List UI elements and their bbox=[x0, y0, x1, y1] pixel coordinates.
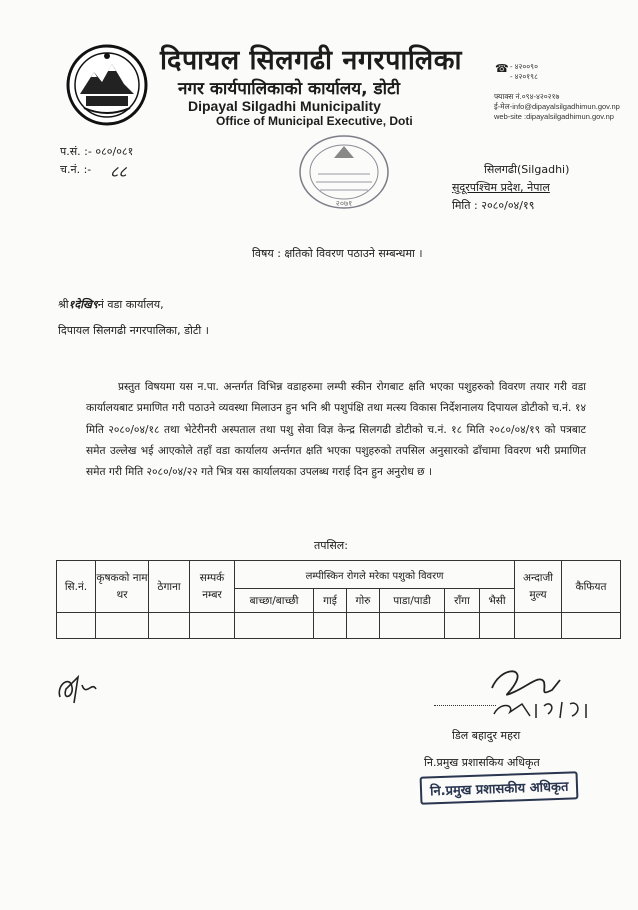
fax-number: फ्याक्स नं.०९४-४२०२१७ bbox=[494, 92, 560, 101]
letter-date: मिति : २०८०/०४/१९ bbox=[452, 199, 535, 212]
recipient-suffix: नं वडा कार्यालय, bbox=[97, 298, 164, 311]
reference-ps: प.सं. :- ०८०/०८१ bbox=[60, 145, 134, 158]
recipient-line-2: दिपायल सिलगढी नगरपालिका, डोटी । bbox=[58, 324, 209, 337]
col-remarks: कैफियत bbox=[562, 561, 621, 613]
table-cell bbox=[190, 613, 235, 639]
municipality-name-nepali: दिपायल सिलगढी नगरपालिका bbox=[160, 45, 462, 76]
livestock-loss-table bbox=[56, 560, 621, 639]
subject-line: विषय : क्षतिको विवरण पठाउने सम्बन्धमा । bbox=[252, 247, 423, 260]
phone-number-1: - ४२००९० bbox=[510, 62, 538, 71]
recipient-prefix: श्री bbox=[58, 298, 69, 311]
table-cell bbox=[445, 613, 480, 639]
website: web-site :dipayalsilgadhimun.gov.np bbox=[494, 112, 614, 121]
table-cell bbox=[380, 613, 445, 639]
email-address: ई-मेल-info@dipayalsilgadhimun.gov.np bbox=[494, 102, 620, 111]
table-cell bbox=[235, 613, 314, 639]
recipient-ward-handwritten: १देखि९ bbox=[68, 298, 98, 311]
contact-block-2 bbox=[494, 92, 620, 122]
signatory-name: डिल बहादुर महरा bbox=[452, 729, 521, 742]
municipality-emblem bbox=[66, 44, 148, 126]
office-seal bbox=[296, 134, 392, 214]
sub-buffalo: भैसी bbox=[480, 589, 515, 613]
table-cell bbox=[57, 613, 96, 639]
table-cell bbox=[96, 613, 149, 639]
phone-number-2: - ४२०१९८ bbox=[510, 72, 538, 81]
signatory-title: नि.प्रमुख प्रशासकिय अधिकृत bbox=[424, 756, 540, 769]
col-estimated-value: अन्दाजी मुल्य bbox=[515, 561, 562, 613]
col-dead-livestock-group: लम्पीस्किन रोगले मरेका पशुको विवरण bbox=[235, 561, 515, 589]
table-cell bbox=[347, 613, 380, 639]
body-text: प्रस्तुत विषयमा यस न.पा. अन्तर्गत विभिन्न वडाहरुमा लम्पी स्कीन रोगबाट क्षति भएका पशुहरुको विवरण तयार गरी वडा कार्यालयबाट प्रमाणित गरी पठाउने व्यवस्था मिलाउन हुन भनि श्री पशुपंक्षि तथा मत्स्य विकास निर्देशनालय दिपायल डोटीको च.नं. १४ मिति २०८०/०४/१८ तथा भेटेरीनरी अस्पताल तथा पशु सेवा विज्ञ केन्द्र सिलगढी डोटीको च.नं. १८ मिति २०८०/०४/१९ को पत्रबाट समेत उल्लेख भई आएकोले तहाँ वडा कार्यालय अर्न्तगत क्षति भएका पशुहरुको तपसिल अनुसारको ढाँचामा विवरण भरी प्रमाणित समेत गरी मिति २०८०/०४/२२ गते भित्र यस कार्यालयका उपलब्ध गराई दिन हुन अनुरोध छ । bbox=[86, 381, 586, 479]
reference-cn-handwritten: ८८ bbox=[110, 162, 127, 181]
col-contact-number: सम्पर्क नम्बर bbox=[190, 561, 235, 613]
table-cell bbox=[149, 613, 190, 639]
address-city: सिलगढी(Silgadhi) bbox=[484, 163, 570, 176]
sub-cow: गाई bbox=[314, 589, 347, 613]
col-sn: सि.नं. bbox=[57, 561, 96, 613]
body-paragraph bbox=[86, 377, 586, 483]
officer-signature bbox=[470, 660, 620, 730]
table-cell bbox=[480, 613, 515, 639]
initials-signature bbox=[52, 667, 112, 707]
col-farmer-name: कृषकको नाम थर bbox=[96, 561, 149, 613]
sub-bull: राँगा bbox=[445, 589, 480, 613]
table-cell bbox=[562, 613, 621, 639]
seal-year: २०७१ bbox=[335, 199, 353, 208]
reference-cn-label: च.नं. :- bbox=[60, 163, 92, 176]
sub-calf: बाच्छा/बाच्छी bbox=[235, 589, 314, 613]
designation-stamp: नि.प्रमुख प्रशासकीय अधिकृत bbox=[420, 771, 579, 805]
office-name-english: Office of Municipal Executive, Doti bbox=[216, 114, 413, 128]
table-row bbox=[57, 613, 621, 639]
address-province: सुदूरपश्चिम प्रदेश, नेपाल bbox=[452, 181, 550, 194]
table-caption: तपसिल: bbox=[314, 539, 348, 552]
table-cell bbox=[515, 613, 562, 639]
contact-block bbox=[510, 62, 538, 82]
phone-icon: ☎ bbox=[495, 62, 509, 75]
table-cell bbox=[314, 613, 347, 639]
office-name-nepali: नगर कार्यपालिकाको कार्यालय, डोटी bbox=[178, 79, 400, 99]
recipient-line-1 bbox=[58, 297, 164, 313]
municipality-name-english: Dipayal Silgadhi Municipality bbox=[188, 98, 381, 114]
col-address: ठेगाना bbox=[149, 561, 190, 613]
sub-ox: गोरु bbox=[347, 589, 380, 613]
sub-buffalo-calf: पाडा/पाडी bbox=[380, 589, 445, 613]
